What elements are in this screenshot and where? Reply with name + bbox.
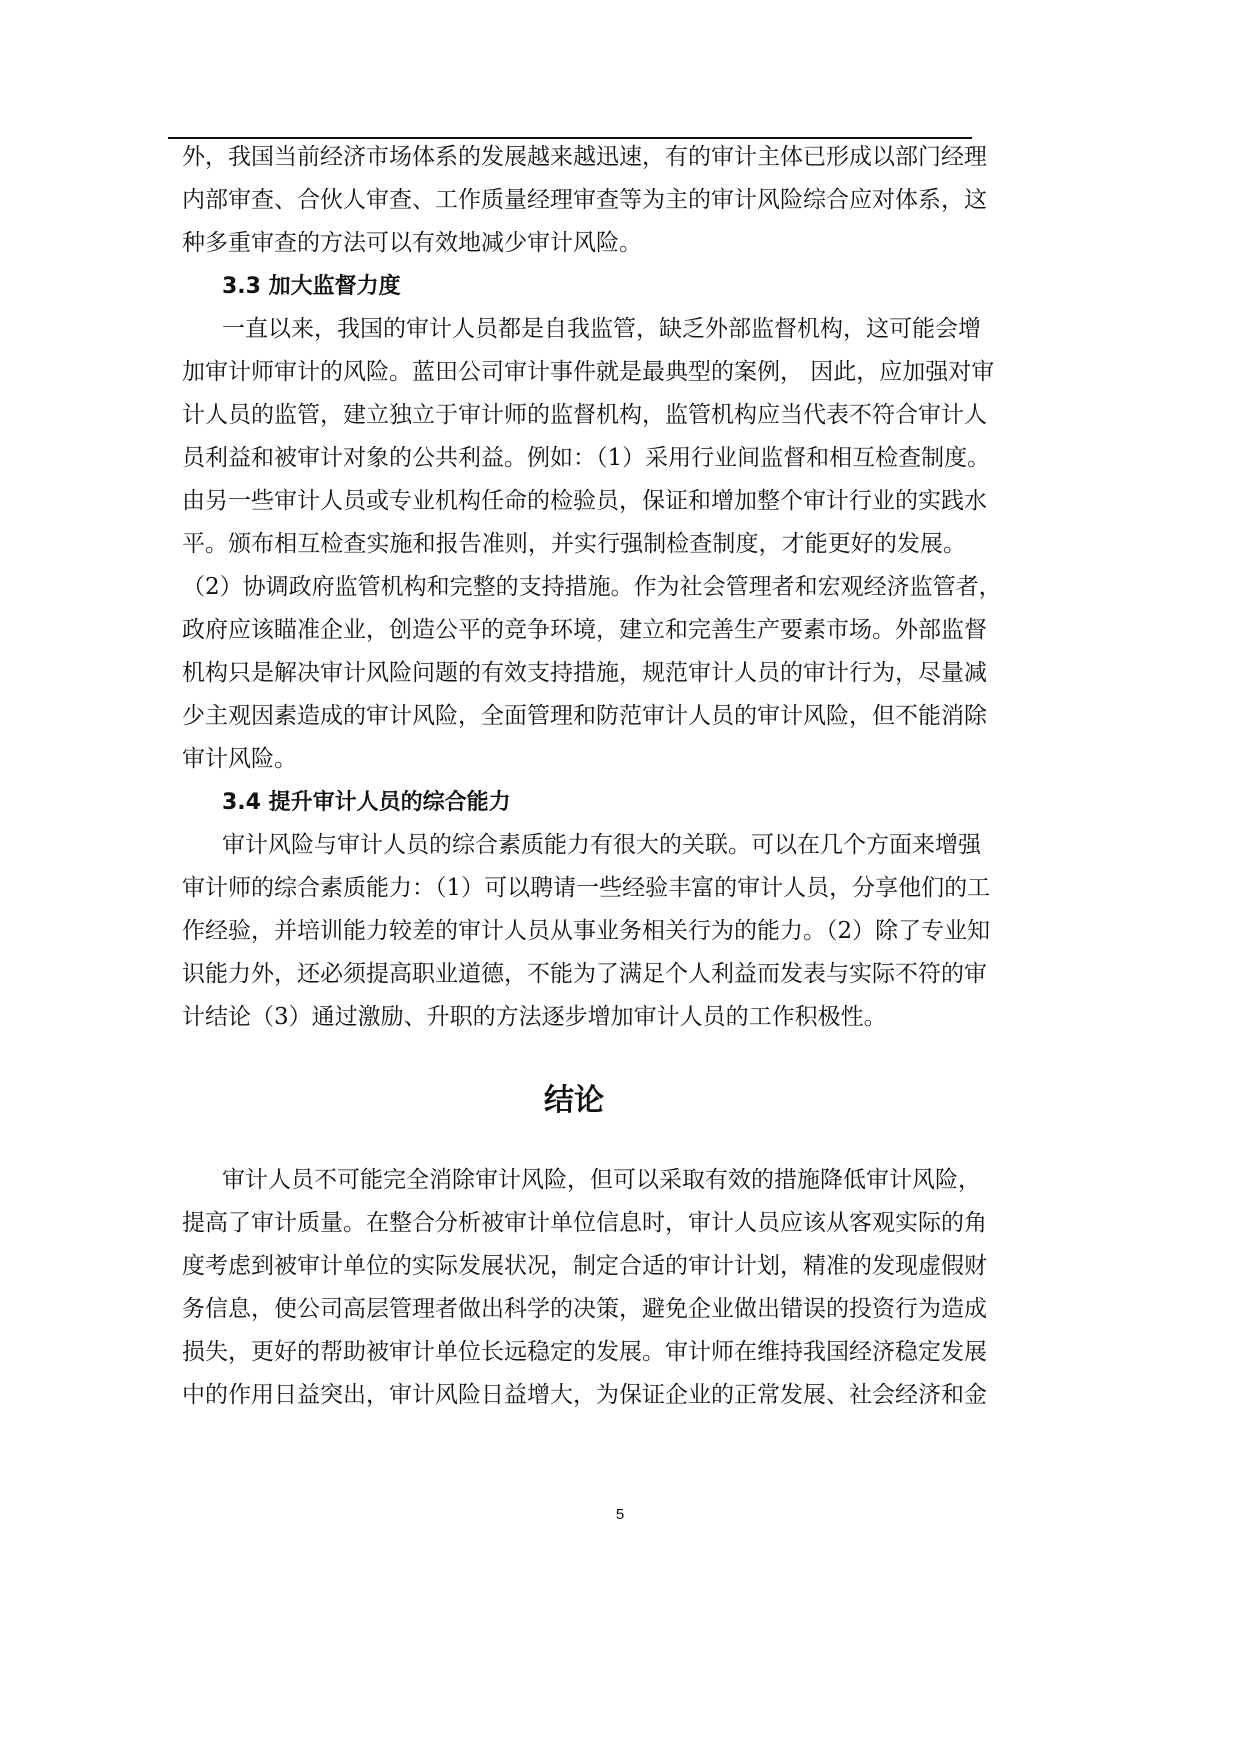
text-line: 作经验，并培训能力较差的审计人员从事业务相关行为的能力。（2）除了专业知 <box>182 918 991 944</box>
text-line: 损失，更好的帮助被审计单位长远稳定的发展。审计师在维持我国经济稳定发展 <box>182 1339 987 1365</box>
text-line: 计人员的监管，建立独立于审计师的监督机构，监管机构应当代表不符合审计人 <box>182 402 987 428</box>
text-line: 度考虑到被审计单位的实际发展状况，制定合适的审计计划，精准的发现虚假财 <box>182 1253 987 1279</box>
text-line: 少主观因素造成的审计风险，全面管理和防范审计人员的审计风险，但不能消除 <box>182 703 987 729</box>
text-line: 外，我国当前经济市场体系的发展越来越迅速，有的审计主体已形成以部门经理 <box>182 144 987 170</box>
paragraph <box>182 308 1002 781</box>
section-heading: 3.4 提升审计人员的综合能力 <box>222 790 511 815</box>
page-number: 5 <box>615 1506 625 1523</box>
text-line: 识能力外，还必须提高职业道德，不能为了满足个人利益而发表与实际不符的审 <box>182 961 987 987</box>
text-line: 由另一些审计人员或专业机构任命的检验员，保证和增加整个审计行业的实践水 <box>182 488 987 514</box>
paragraph <box>182 824 991 1039</box>
text-line: 中的作用日益突出，审计风险日益增大，为保证企业的正常发展、社会经济和金 <box>182 1382 987 1408</box>
text-line: 政府应该瞄准企业，创造公平的竞争环境，建立和完善生产要素市场。外部监督 <box>182 617 987 643</box>
paragraph <box>182 1159 987 1417</box>
section-title: 结论 <box>544 1083 604 1118</box>
paragraph <box>182 136 987 265</box>
text-line: 内部审查、合伙人审查、工作质量经理审查等为主的审计风险综合应对体系，这 <box>182 187 987 213</box>
text-line: 务信息，使公司高层管理者做出科学的决策，避免企业做出错误的投资行为造成 <box>182 1296 987 1322</box>
text-line: 员利益和被审计对象的公共利益。例如：（1）采用行业间监督和相互检查制度。 <box>182 445 991 471</box>
text-line: 审计风险。 <box>182 746 297 772</box>
text-line: 计结论（3）通过激励、升职的方法逐步增加审计人员的工作积极性。 <box>182 1004 887 1030</box>
text-line: 平。颁布相互检查实施和报告准则，并实行强制检查制度，才能更好的发展。 <box>182 531 966 557</box>
text-line: 一直以来，我国的审计人员都是自我监管，缺乏外部监督机构，这可能会增 <box>222 316 981 342</box>
document-body <box>182 136 1002 1417</box>
text-line: 审计人员不可能完全消除审计风险，但可以采取有效的措施降低审计风险， <box>222 1167 981 1193</box>
text-line: 提高了审计质量。在整合分析被审计单位信息时，审计人员应该从客观实际的角 <box>182 1210 987 1236</box>
text-line: 审计风险与审计人员的综合素质能力有很大的关联。可以在几个方面来增强 <box>222 832 981 858</box>
text-line: 机构只是解决审计风险问题的有效支持措施，规范审计人员的审计行为，尽量减 <box>182 660 987 686</box>
text-line: 种多重审查的方法可以有效地减少审计风险。 <box>182 230 642 256</box>
text-line: 审计师的综合素质能力：（1）可以聘请一些经验丰富的审计人员，分享他们的工 <box>182 875 991 901</box>
section-heading: 3.3 加大监督力度 <box>222 274 401 299</box>
text-line: （2）协调政府监管机构和完整的支持措施。作为社会管理者和宏观经济监管者， <box>182 574 1002 600</box>
text-line: 加审计师审计的风险。蓝田公司审计事件就是最典型的案例， 因此，应加强对审 <box>182 359 995 385</box>
